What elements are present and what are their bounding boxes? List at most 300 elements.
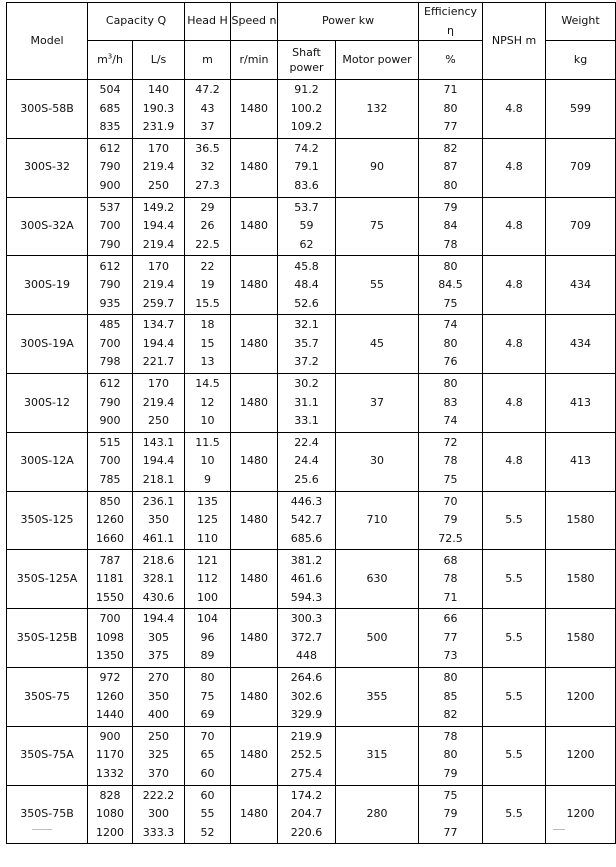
- header-shaft-power: Shaft power: [278, 41, 336, 80]
- shaft-power-value: 33.1: [294, 414, 319, 428]
- shaft-power-value: 174.2: [290, 788, 323, 802]
- speed-cell: 1480: [231, 373, 278, 432]
- page-mark-right: [553, 829, 565, 830]
- shaft-power-value: 461.6: [290, 572, 323, 586]
- head-value: 32: [200, 160, 215, 174]
- efficiency-value: 77: [443, 120, 458, 134]
- table-row: [7, 432, 616, 491]
- header-power: Power kw: [278, 3, 419, 41]
- head-value: 36.5: [195, 141, 220, 155]
- table-row: [7, 667, 616, 726]
- efficiency-cell: [419, 491, 483, 550]
- head-value: 69: [200, 708, 215, 722]
- model-cell: 300S-32A: [7, 197, 88, 256]
- shaft-power-value: 30.2: [294, 377, 319, 391]
- capacity-ls-cell: [133, 491, 185, 550]
- efficiency-value: 73: [443, 649, 458, 663]
- efficiency-value: 80: [443, 671, 458, 685]
- head-value: 27.3: [195, 178, 220, 192]
- capacity-ls-cell: [133, 609, 185, 668]
- shaft-power-value: 300.3: [290, 612, 323, 626]
- capacity-m3h-cell: [88, 726, 133, 785]
- motor-power-cell: 315: [336, 726, 419, 785]
- efficiency-value: 78: [443, 237, 458, 251]
- capacity-ls-value: 170: [148, 141, 169, 155]
- table-row: [7, 80, 616, 139]
- capacity-m3h-value: 785: [99, 472, 121, 486]
- shaft-power-value: 22.4: [294, 435, 319, 449]
- capacity-m3h-cell: [88, 138, 133, 197]
- npsh-cell: 4.8: [483, 373, 546, 432]
- capacity-ls-value: 218.6: [142, 553, 175, 567]
- capacity-m3h-value: 1080: [96, 807, 124, 821]
- capacity-m3h-cell: [88, 80, 133, 139]
- capacity-ls-value: 221.7: [142, 355, 175, 369]
- speed-cell: 1480: [231, 667, 278, 726]
- speed-cell: 1480: [231, 491, 278, 550]
- capacity-ls-cell: [133, 726, 185, 785]
- efficiency-value: 70: [443, 494, 458, 508]
- shaft-power-cell: [278, 609, 336, 668]
- head-value: 65: [200, 748, 215, 762]
- efficiency-value: 71: [443, 83, 458, 97]
- weight-cell: 1580: [546, 491, 616, 550]
- motor-power-cell: 710: [336, 491, 419, 550]
- capacity-m3h-value: 790: [99, 395, 121, 409]
- capacity-ls-value: 370: [148, 766, 169, 780]
- capacity-ls-value: 134.7: [142, 318, 175, 332]
- speed-cell: 1480: [231, 138, 278, 197]
- capacity-m3h-cell: [88, 315, 133, 374]
- capacity-m3h-value: 798: [99, 355, 121, 369]
- head-value: 60: [200, 788, 215, 802]
- shaft-power-value: 685.6: [290, 531, 323, 545]
- capacity-m3h-cell: [88, 667, 133, 726]
- capacity-ls-cell: [133, 256, 185, 315]
- model-cell: 300S-58B: [7, 80, 88, 139]
- model-cell: 350S-75A: [7, 726, 88, 785]
- capacity-ls-value: 149.2: [142, 200, 175, 214]
- head-value: 43: [200, 101, 215, 115]
- head-cell: [185, 550, 231, 609]
- efficiency-cell: [419, 550, 483, 609]
- efficiency-cell: [419, 256, 483, 315]
- efficiency-value: 79: [443, 766, 458, 780]
- shaft-power-value: 59: [299, 219, 314, 233]
- efficiency-value: 72.5: [438, 531, 463, 545]
- shaft-power-cell: [278, 550, 336, 609]
- shaft-power-cell: [278, 315, 336, 374]
- capacity-m3h-value: 700: [99, 336, 121, 350]
- table-row: [7, 256, 616, 315]
- shaft-power-cell: [278, 726, 336, 785]
- capacity-m3h-cell: [88, 373, 133, 432]
- capacity-ls-value: 333.3: [142, 825, 175, 839]
- shaft-power-value: 594.3: [290, 590, 323, 604]
- unit-ls: L/s: [133, 41, 185, 80]
- capacity-ls-value: 194.4: [142, 219, 175, 233]
- unit-efficiency: %: [419, 41, 483, 80]
- capacity-ls-cell: [133, 80, 185, 139]
- head-cell: [185, 491, 231, 550]
- head-value: 100: [197, 590, 219, 604]
- motor-power-cell: 500: [336, 609, 419, 668]
- efficiency-value: 68: [443, 553, 458, 567]
- table-row: [7, 491, 616, 550]
- capacity-m3h-value: 1350: [96, 649, 124, 663]
- shaft-power-value: 302.6: [290, 689, 323, 703]
- capacity-ls-value: 430.6: [142, 590, 175, 604]
- unit-m3h-base: m: [97, 52, 108, 66]
- table-row: [7, 550, 616, 609]
- capacity-m3h-value: 787: [99, 553, 121, 567]
- capacity-ls-value: 219.4: [142, 237, 175, 251]
- efficiency-value: 77: [443, 825, 458, 839]
- header-motor-power: Motor power: [336, 41, 419, 80]
- efficiency-cell: [419, 609, 483, 668]
- weight-cell: 1200: [546, 667, 616, 726]
- pump-performance-table: [6, 2, 616, 844]
- shaft-power-value: 53.7: [294, 200, 319, 214]
- capacity-ls-value: 250: [148, 414, 169, 428]
- efficiency-value: 82: [443, 141, 458, 155]
- weight-cell: 413: [546, 432, 616, 491]
- capacity-ls-cell: [133, 432, 185, 491]
- capacity-m3h-value: 1098: [96, 630, 124, 644]
- capacity-m3h-value: 828: [99, 788, 121, 802]
- model-cell: 350S-75: [7, 667, 88, 726]
- weight-cell: 1580: [546, 550, 616, 609]
- capacity-m3h-value: 790: [99, 278, 121, 292]
- capacity-ls-value: 190.3: [142, 101, 175, 115]
- speed-cell: 1480: [231, 197, 278, 256]
- head-value: 11.5: [195, 435, 220, 449]
- page-mark-left: [32, 829, 52, 830]
- header-weight: Weight: [546, 3, 616, 41]
- efficiency-cell: [419, 138, 483, 197]
- shaft-power-value: 329.9: [290, 708, 323, 722]
- header-npsh: NPSH m: [483, 3, 546, 80]
- efficiency-value: 84: [443, 219, 458, 233]
- capacity-m3h-cell: [88, 785, 133, 844]
- weight-cell: 599: [546, 80, 616, 139]
- motor-power-cell: 630: [336, 550, 419, 609]
- weight-cell: 1200: [546, 726, 616, 785]
- head-value: 52: [200, 825, 215, 839]
- table-row: [7, 785, 616, 844]
- shaft-power-cell: [278, 138, 336, 197]
- efficiency-value: 72: [443, 435, 458, 449]
- model-cell: 300S-12A: [7, 432, 88, 491]
- head-cell: [185, 667, 231, 726]
- shaft-power-value: 35.7: [294, 336, 319, 350]
- shaft-power-value: 542.7: [290, 513, 323, 527]
- capacity-ls-value: 231.9: [142, 120, 175, 134]
- capacity-ls-value: 305: [148, 630, 169, 644]
- efficiency-cell: [419, 785, 483, 844]
- head-cell: [185, 373, 231, 432]
- model-cell: 300S-12: [7, 373, 88, 432]
- shaft-power-cell: [278, 197, 336, 256]
- unit-speed: r/min: [231, 41, 278, 80]
- capacity-ls-value: 170: [148, 377, 169, 391]
- shaft-power-value: 381.2: [290, 553, 323, 567]
- npsh-cell: 5.5: [483, 550, 546, 609]
- capacity-ls-cell: [133, 373, 185, 432]
- head-value: 96: [200, 630, 215, 644]
- head-value: 12: [200, 395, 215, 409]
- head-value: 22.5: [195, 237, 220, 251]
- capacity-ls-value: 250: [148, 178, 169, 192]
- capacity-m3h-value: 700: [99, 219, 121, 233]
- capacity-ls-value: 328.1: [142, 572, 175, 586]
- npsh-cell: 4.8: [483, 138, 546, 197]
- speed-cell: 1480: [231, 315, 278, 374]
- npsh-cell: 5.5: [483, 609, 546, 668]
- shaft-power-cell: [278, 491, 336, 550]
- npsh-cell: 4.8: [483, 80, 546, 139]
- capacity-m3h-value: 972: [99, 671, 121, 685]
- shaft-power-value: 220.6: [290, 825, 323, 839]
- head-cell: [185, 609, 231, 668]
- head-value: 121: [197, 553, 219, 567]
- shaft-power-value: 24.4: [294, 454, 319, 468]
- shaft-power-value: 37.2: [294, 355, 319, 369]
- efficiency-cell: [419, 315, 483, 374]
- header-head: Head H: [185, 3, 231, 41]
- capacity-ls-value: 219.4: [142, 278, 175, 292]
- capacity-m3h-value: 835: [99, 120, 121, 134]
- efficiency-value: 77: [443, 630, 458, 644]
- weight-cell: 434: [546, 256, 616, 315]
- table-row: [7, 726, 616, 785]
- head-value: 15.5: [195, 296, 220, 310]
- weight-cell: 434: [546, 315, 616, 374]
- table-row: [7, 373, 616, 432]
- model-cell: 350S-75B: [7, 785, 88, 844]
- efficiency-value: 74: [443, 414, 458, 428]
- efficiency-value: 80: [443, 336, 458, 350]
- motor-power-cell: 280: [336, 785, 419, 844]
- head-value: 75: [200, 689, 215, 703]
- capacity-m3h-value: 612: [99, 141, 121, 155]
- head-value: 10: [200, 454, 215, 468]
- head-value: 89: [200, 649, 215, 663]
- shaft-power-cell: [278, 256, 336, 315]
- capacity-ls-value: 194.4: [142, 612, 175, 626]
- shaft-power-cell: [278, 432, 336, 491]
- capacity-ls-value: 325: [148, 748, 169, 762]
- efficiency-value: 74: [443, 318, 458, 332]
- capacity-m3h-value: 900: [99, 729, 121, 743]
- head-value: 70: [200, 729, 215, 743]
- capacity-ls-value: 300: [148, 807, 169, 821]
- head-value: 10: [200, 414, 215, 428]
- capacity-m3h-cell: [88, 432, 133, 491]
- motor-power-cell: 90: [336, 138, 419, 197]
- header-capacity: Capacity Q: [88, 3, 185, 41]
- head-value: 13: [200, 355, 215, 369]
- capacity-ls-cell: [133, 667, 185, 726]
- model-cell: 300S-32: [7, 138, 88, 197]
- motor-power-cell: 30: [336, 432, 419, 491]
- capacity-ls-value: 250: [148, 729, 169, 743]
- capacity-ls-value: 218.1: [142, 472, 175, 486]
- head-value: 110: [197, 531, 219, 545]
- speed-cell: 1480: [231, 785, 278, 844]
- speed-cell: 1480: [231, 726, 278, 785]
- table-row: [7, 138, 616, 197]
- head-cell: [185, 726, 231, 785]
- head-value: 29: [200, 200, 215, 214]
- capacity-m3h-value: 1181: [96, 572, 124, 586]
- capacity-ls-value: 194.4: [142, 336, 175, 350]
- efficiency-cell: [419, 197, 483, 256]
- head-value: 47.2: [195, 83, 220, 97]
- efficiency-value: 82: [443, 708, 458, 722]
- head-cell: [185, 80, 231, 139]
- npsh-cell: 4.8: [483, 256, 546, 315]
- head-value: 80: [200, 671, 215, 685]
- head-cell: [185, 256, 231, 315]
- head-value: 135: [197, 494, 219, 508]
- capacity-m3h-value: 935: [99, 296, 121, 310]
- shaft-power-value: 83.6: [294, 178, 319, 192]
- capacity-m3h-value: 1332: [96, 766, 124, 780]
- shaft-power-value: 275.4: [290, 766, 323, 780]
- shaft-power-value: 52.6: [294, 296, 319, 310]
- model-cell: 350S-125: [7, 491, 88, 550]
- capacity-ls-value: 222.2: [142, 788, 175, 802]
- efficiency-value: 75: [443, 788, 458, 802]
- shaft-power-value: 48.4: [294, 278, 319, 292]
- speed-cell: 1480: [231, 432, 278, 491]
- shaft-power-cell: [278, 373, 336, 432]
- motor-power-cell: 45: [336, 315, 419, 374]
- shaft-power-value: 446.3: [290, 494, 323, 508]
- shaft-power-value: 252.5: [290, 748, 323, 762]
- efficiency-value: 66: [443, 612, 458, 626]
- shaft-power-value: 79.1: [294, 160, 319, 174]
- capacity-m3h-value: 790: [99, 160, 121, 174]
- model-cell: 350S-125B: [7, 609, 88, 668]
- motor-power-cell: 55: [336, 256, 419, 315]
- shaft-power-value: 264.6: [290, 671, 323, 685]
- head-cell: [185, 197, 231, 256]
- efficiency-value: 75: [443, 296, 458, 310]
- efficiency-value: 85: [443, 689, 458, 703]
- npsh-cell: 5.5: [483, 491, 546, 550]
- npsh-cell: 4.8: [483, 315, 546, 374]
- capacity-m3h-value: 612: [99, 259, 121, 273]
- efficiency-value: 78: [443, 454, 458, 468]
- weight-cell: 413: [546, 373, 616, 432]
- capacity-ls-value: 170: [148, 259, 169, 273]
- shaft-power-value: 62: [299, 237, 314, 251]
- capacity-ls-cell: [133, 550, 185, 609]
- efficiency-cell: [419, 373, 483, 432]
- shaft-power-value: 74.2: [294, 141, 319, 155]
- shaft-power-value: 219.9: [290, 729, 323, 743]
- shaft-power-value: 204.7: [290, 807, 323, 821]
- model-cell: 350S-125A: [7, 550, 88, 609]
- efficiency-value: 80: [443, 178, 458, 192]
- efficiency-cell: [419, 726, 483, 785]
- unit-weight: kg: [546, 41, 616, 80]
- capacity-ls-value: 375: [148, 649, 169, 663]
- capacity-ls-value: 350: [148, 689, 169, 703]
- efficiency-value: 79: [443, 513, 458, 527]
- capacity-m3h-cell: [88, 609, 133, 668]
- efficiency-value: 80: [443, 101, 458, 115]
- motor-power-cell: 37: [336, 373, 419, 432]
- capacity-m3h-value: 1200: [96, 825, 124, 839]
- capacity-ls-value: 259.7: [142, 296, 175, 310]
- unit-head: m: [185, 41, 231, 80]
- capacity-m3h-value: 515: [99, 435, 121, 449]
- shaft-power-value: 31.1: [294, 395, 319, 409]
- head-value: 26: [200, 219, 215, 233]
- head-value: 14.5: [195, 377, 220, 391]
- efficiency-value: 71: [443, 590, 458, 604]
- capacity-m3h-value: 1660: [96, 531, 124, 545]
- npsh-cell: 4.8: [483, 432, 546, 491]
- speed-cell: 1480: [231, 550, 278, 609]
- head-value: 125: [197, 513, 219, 527]
- capacity-m3h-cell: [88, 256, 133, 315]
- table-body: [7, 80, 616, 844]
- head-value: 15: [200, 336, 215, 350]
- head-value: 112: [197, 572, 219, 586]
- shaft-power-cell: [278, 785, 336, 844]
- capacity-m3h-value: 685: [99, 101, 121, 115]
- capacity-ls-cell: [133, 138, 185, 197]
- header-model: Model: [7, 3, 88, 80]
- header-efficiency: Efficiency η: [419, 3, 483, 41]
- efficiency-value: 87: [443, 160, 458, 174]
- shaft-power-value: 372.7: [290, 630, 323, 644]
- capacity-ls-value: 194.4: [142, 454, 175, 468]
- capacity-ls-value: 143.1: [142, 435, 175, 449]
- capacity-ls-value: 236.1: [142, 494, 175, 508]
- capacity-ls-value: 270: [148, 671, 169, 685]
- capacity-m3h-value: 700: [99, 454, 121, 468]
- head-value: 60: [200, 766, 215, 780]
- capacity-m3h-value: 504: [99, 83, 121, 97]
- capacity-ls-value: 400: [148, 708, 169, 722]
- motor-power-cell: 355: [336, 667, 419, 726]
- head-cell: [185, 432, 231, 491]
- shaft-power-value: 91.2: [294, 83, 319, 97]
- capacity-ls-value: 140: [148, 83, 169, 97]
- unit-m3h-tail: /h: [112, 52, 123, 66]
- model-cell: 300S-19: [7, 256, 88, 315]
- capacity-m3h-value: 537: [99, 200, 121, 214]
- shaft-power-cell: [278, 80, 336, 139]
- capacity-m3h-value: 850: [99, 494, 121, 508]
- capacity-m3h-value: 1170: [96, 748, 124, 762]
- efficiency-value: 75: [443, 472, 458, 486]
- table-row: [7, 315, 616, 374]
- capacity-m3h-value: 1260: [96, 513, 124, 527]
- head-value: 37: [200, 120, 215, 134]
- weight-cell: 709: [546, 197, 616, 256]
- header-speed: Speed n: [231, 3, 278, 41]
- capacity-m3h-value: 1440: [96, 708, 124, 722]
- efficiency-cell: [419, 80, 483, 139]
- efficiency-value: 84.5: [438, 278, 463, 292]
- table-row: [7, 609, 616, 668]
